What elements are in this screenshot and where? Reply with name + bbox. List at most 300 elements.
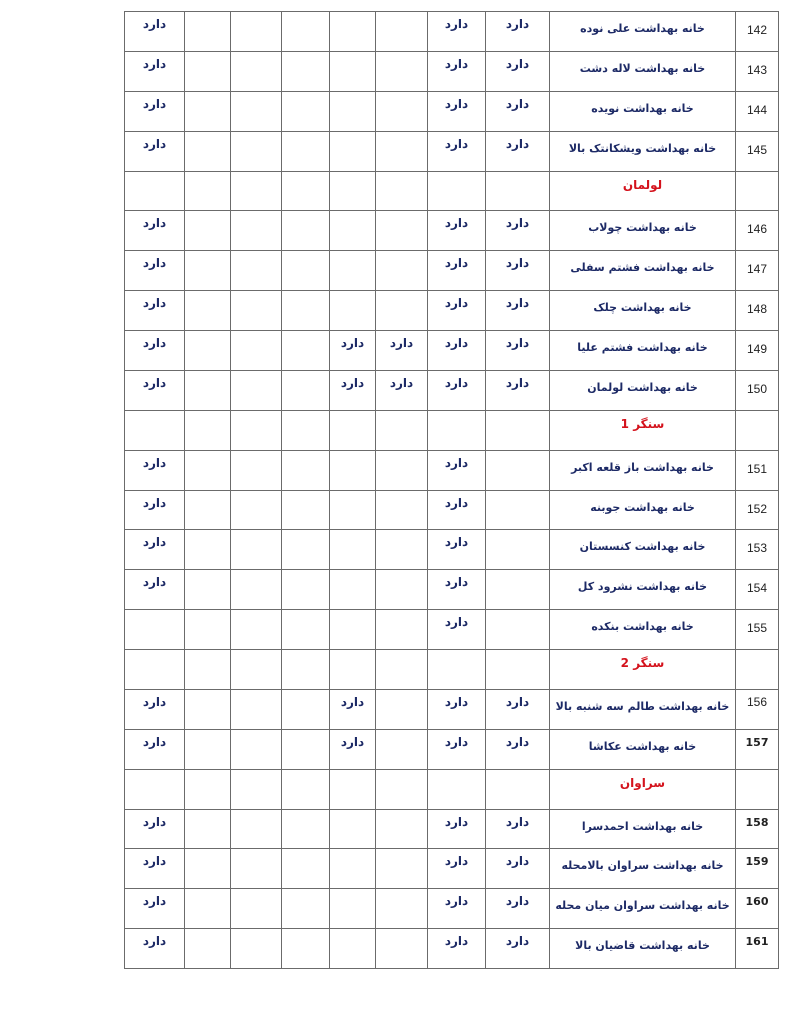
row-number-cell — [736, 929, 779, 969]
table-cell — [282, 490, 330, 530]
table-cell — [282, 769, 330, 809]
facility-name: خانه بهداشت جوبنه — [590, 500, 695, 514]
group-label: سراوان — [619, 775, 666, 790]
table-row — [125, 889, 779, 929]
table-cell — [231, 689, 282, 729]
table-cell — [486, 410, 550, 450]
table-cell — [185, 291, 231, 331]
facility-name: خانه بهداشت نشرود کل — [577, 580, 708, 594]
row-number-cell — [736, 131, 779, 171]
table-row — [125, 929, 779, 969]
table-row — [125, 131, 779, 171]
table-row — [125, 291, 779, 331]
table-cell — [125, 849, 185, 889]
table-cell — [282, 131, 330, 171]
group-header-row — [125, 650, 779, 690]
table-cell — [376, 530, 428, 570]
table-cell — [330, 171, 376, 211]
available-mark: دارد — [142, 17, 167, 31]
table-cell — [185, 769, 231, 809]
row-number: 160 — [745, 895, 769, 909]
available-mark: دارد — [444, 216, 469, 231]
available-mark: دارد — [444, 336, 469, 350]
table-cell — [428, 530, 486, 570]
available-mark: دارد — [142, 336, 167, 350]
table-cell — [282, 370, 330, 410]
table-cell — [125, 650, 185, 690]
available-mark: دارد — [142, 96, 167, 111]
available-mark: دارد — [142, 854, 167, 869]
table-cell — [282, 91, 330, 131]
table-cell — [428, 809, 486, 849]
row-number-cell — [736, 610, 779, 650]
table-cell — [330, 729, 376, 769]
available-mark: دارد — [444, 694, 469, 709]
table-cell — [376, 729, 428, 769]
facility-name-cell — [550, 51, 736, 91]
row-number-cell — [736, 251, 779, 291]
available-mark: دارد — [389, 336, 414, 350]
table-cell — [376, 769, 428, 809]
table-row — [125, 849, 779, 889]
table-cell — [185, 450, 231, 490]
available-mark: دارد — [142, 535, 167, 550]
table-cell — [376, 12, 428, 52]
facility-name: خانه بهداشت عکاشا — [588, 739, 697, 753]
table-cell — [486, 91, 550, 131]
table-cell — [282, 51, 330, 91]
row-number: 147 — [746, 262, 768, 277]
group-label: لولمان — [622, 177, 663, 192]
row-number: 149 — [746, 342, 768, 356]
available-mark: دارد — [444, 814, 469, 829]
table-cell — [231, 331, 282, 371]
row-number-cell — [736, 889, 779, 929]
table-cell — [282, 929, 330, 969]
table-cell — [428, 251, 486, 291]
table-body — [125, 12, 779, 969]
table-cell — [185, 610, 231, 650]
table-cell — [330, 769, 376, 809]
row-number-cell — [736, 291, 779, 331]
row-number: 142 — [746, 23, 768, 37]
available-mark: دارد — [142, 375, 167, 390]
table-cell — [486, 769, 550, 809]
table-row — [125, 51, 779, 91]
row-number-cell — [736, 530, 779, 570]
table-cell — [376, 51, 428, 91]
row-number-cell — [736, 729, 779, 769]
table-cell — [330, 211, 376, 251]
table-cell — [330, 370, 376, 410]
table-cell — [125, 530, 185, 570]
facility-name-cell — [550, 450, 736, 490]
table-cell — [185, 12, 231, 52]
row-number: 156 — [746, 694, 768, 709]
table-cell — [330, 530, 376, 570]
table-cell — [486, 131, 550, 171]
table-cell — [282, 889, 330, 929]
table-cell — [376, 91, 428, 131]
table-cell — [282, 12, 330, 52]
table-cell — [330, 610, 376, 650]
available-mark: دارد — [340, 734, 365, 749]
table-cell — [185, 650, 231, 690]
table-cell — [282, 291, 330, 331]
available-mark: دارد — [444, 575, 469, 590]
available-mark: دارد — [444, 535, 469, 550]
table-cell — [376, 650, 428, 690]
table-cell — [428, 570, 486, 610]
facility-name: خانه بهداشت قاضیان بالا — [575, 939, 710, 953]
table-cell — [486, 889, 550, 929]
table-cell — [125, 490, 185, 530]
table-cell — [376, 689, 428, 729]
row-number: 144 — [746, 102, 768, 117]
table-cell — [428, 849, 486, 889]
table-cell — [185, 490, 231, 530]
facility-name-cell — [550, 291, 736, 331]
table-cell — [282, 410, 330, 450]
available-mark: دارد — [142, 256, 167, 271]
table-cell — [185, 570, 231, 610]
facility-name-cell — [550, 610, 736, 650]
available-mark: دارد — [444, 56, 469, 71]
facility-name: خانه بهداشت چلک — [593, 301, 692, 315]
facility-name: خانه بهداشت سراوان بالامحله — [561, 859, 724, 873]
available-mark: دارد — [142, 734, 167, 749]
table-cell — [185, 251, 231, 291]
row-number: 159 — [745, 855, 769, 869]
table-cell — [125, 291, 185, 331]
table-cell — [185, 689, 231, 729]
table-cell — [330, 450, 376, 490]
facility-name: خانه بهداشت بنکده — [591, 620, 694, 634]
facility-name: خانه بهداشت علی نوده — [580, 22, 705, 35]
available-mark: دارد — [505, 934, 530, 949]
table-cell — [376, 291, 428, 331]
table-cell — [486, 849, 550, 889]
table-cell — [428, 450, 486, 490]
table-cell — [330, 490, 376, 530]
table-cell — [428, 291, 486, 331]
available-mark: دارد — [444, 934, 469, 949]
row-number-cell — [736, 490, 779, 530]
table-cell — [231, 610, 282, 650]
table-cell — [486, 291, 550, 331]
facility-name: خانه بهداشت لاله دشت — [579, 61, 706, 75]
table-cell — [376, 211, 428, 251]
facility-name: خانه بهداشت فشتم سفلی — [570, 261, 715, 275]
table-cell — [428, 370, 486, 410]
available-mark: دارد — [444, 854, 469, 869]
table-cell — [282, 689, 330, 729]
available-mark: دارد — [142, 495, 167, 510]
available-mark: دارد — [444, 615, 469, 630]
facility-name-cell — [550, 251, 736, 291]
facility-name-cell — [550, 809, 736, 849]
table-cell — [428, 211, 486, 251]
row-number: 151 — [746, 461, 768, 476]
available-mark: دارد — [444, 17, 469, 31]
table-cell — [376, 809, 428, 849]
table-cell — [231, 171, 282, 211]
table-cell — [376, 490, 428, 530]
table-cell — [125, 12, 185, 52]
available-mark: دارد — [142, 136, 167, 151]
table-cell — [231, 570, 282, 610]
table-cell — [231, 490, 282, 530]
table-cell — [330, 251, 376, 291]
row-number: 157 — [745, 735, 769, 749]
table-row — [125, 729, 779, 769]
table-cell — [376, 849, 428, 889]
table-cell — [125, 729, 185, 769]
row-number: 161 — [745, 935, 769, 949]
table-cell — [736, 769, 779, 809]
available-mark: دارد — [444, 136, 469, 151]
group-label-cell — [550, 650, 736, 690]
table-cell — [428, 331, 486, 371]
table-cell — [330, 291, 376, 331]
available-mark: دارد — [444, 375, 469, 390]
row-number: 150 — [746, 381, 768, 396]
table-cell — [486, 729, 550, 769]
available-mark: دارد — [142, 934, 167, 949]
facility-name-cell — [550, 729, 736, 769]
facility-name-cell — [550, 91, 736, 131]
table-cell — [486, 370, 550, 410]
table-cell — [231, 929, 282, 969]
table-cell — [486, 12, 550, 52]
available-mark: دارد — [505, 814, 530, 829]
table-row — [125, 689, 779, 729]
facility-name: خانه بهداشت طالم سه شنبه بالا — [555, 699, 730, 713]
available-mark: دارد — [142, 694, 167, 709]
available-mark: دارد — [142, 455, 167, 470]
table-row — [125, 331, 779, 371]
table-cell — [330, 331, 376, 371]
row-number: 146 — [746, 222, 768, 237]
available-mark: دارد — [505, 854, 530, 869]
table-cell — [231, 91, 282, 131]
available-mark: دارد — [505, 734, 530, 749]
row-number: 148 — [746, 302, 768, 317]
table-cell — [736, 171, 779, 211]
table-cell — [376, 929, 428, 969]
table-row — [125, 490, 779, 530]
table-cell — [486, 490, 550, 530]
table-cell — [231, 809, 282, 849]
table-cell — [282, 450, 330, 490]
available-mark: دارد — [142, 575, 167, 590]
table-cell — [376, 370, 428, 410]
table-cell — [231, 251, 282, 291]
table-cell — [486, 689, 550, 729]
row-number-cell — [736, 331, 779, 371]
table-row — [125, 91, 779, 131]
facility-name: خانه بهداشت کنسستان — [579, 540, 706, 554]
table-cell — [486, 450, 550, 490]
table-row — [125, 809, 779, 849]
available-mark: دارد — [505, 375, 530, 390]
available-mark: دارد — [505, 256, 530, 271]
facility-name-cell — [550, 570, 736, 610]
available-mark: دارد — [389, 375, 414, 390]
table-cell — [330, 689, 376, 729]
available-mark: دارد — [340, 375, 365, 390]
facility-name-cell — [550, 211, 736, 251]
table-cell — [428, 929, 486, 969]
row-number-cell — [736, 450, 779, 490]
table-cell — [282, 331, 330, 371]
available-mark: دارد — [444, 455, 469, 470]
table-cell — [428, 689, 486, 729]
table-cell — [486, 610, 550, 650]
available-mark: دارد — [340, 336, 365, 350]
group-label-cell — [550, 769, 736, 809]
available-mark: دارد — [505, 216, 530, 231]
facility-name: خانه بهداشت باز قلعه اکبر — [571, 460, 714, 474]
table-cell — [282, 610, 330, 650]
available-mark: دارد — [505, 56, 530, 71]
row-number: 155 — [746, 621, 768, 636]
available-mark: دارد — [505, 336, 530, 350]
row-number-cell — [736, 570, 779, 610]
table-cell — [125, 689, 185, 729]
available-mark: دارد — [505, 17, 530, 31]
table-cell — [125, 769, 185, 809]
table-cell — [231, 729, 282, 769]
table-cell — [125, 211, 185, 251]
table-cell — [330, 12, 376, 52]
table-cell — [376, 410, 428, 450]
table-cell — [428, 610, 486, 650]
facility-name-cell — [550, 331, 736, 371]
table-cell — [330, 929, 376, 969]
facility-name-cell — [550, 689, 736, 729]
table-cell — [376, 450, 428, 490]
available-mark: دارد — [340, 694, 365, 709]
table-cell — [185, 410, 231, 450]
table-cell — [376, 570, 428, 610]
table-cell — [282, 171, 330, 211]
available-mark: دارد — [505, 136, 530, 151]
available-mark: دارد — [142, 814, 167, 829]
table-cell — [185, 370, 231, 410]
table-row — [125, 530, 779, 570]
table-cell — [376, 610, 428, 650]
table-cell — [486, 809, 550, 849]
table-row — [125, 251, 779, 291]
table-cell — [231, 211, 282, 251]
table-cell — [486, 570, 550, 610]
available-mark: دارد — [444, 894, 469, 909]
table-cell — [231, 370, 282, 410]
row-number-cell — [736, 809, 779, 849]
table-cell — [231, 769, 282, 809]
table-cell — [486, 331, 550, 371]
table-cell — [231, 849, 282, 889]
table-cell — [486, 51, 550, 91]
row-number-cell — [736, 689, 779, 729]
table-cell — [428, 51, 486, 91]
available-mark: دارد — [444, 495, 469, 510]
table-cell — [185, 849, 231, 889]
group-header-row — [125, 171, 779, 211]
facility-name: خانه بهداشت فشتم علیا — [577, 341, 708, 354]
table-cell — [282, 211, 330, 251]
table-cell — [486, 530, 550, 570]
table-cell — [185, 889, 231, 929]
row-number-cell — [736, 849, 779, 889]
facility-name-cell — [550, 131, 736, 171]
row-number: 153 — [746, 541, 768, 556]
table-cell — [486, 929, 550, 969]
facility-name-cell — [550, 849, 736, 889]
table-cell — [231, 291, 282, 331]
facility-name-cell — [550, 370, 736, 410]
facility-name-cell — [550, 889, 736, 929]
table-cell — [231, 650, 282, 690]
table-cell — [736, 410, 779, 450]
table-cell — [282, 530, 330, 570]
table-cell — [330, 849, 376, 889]
table-row — [125, 12, 779, 52]
table-cell — [330, 650, 376, 690]
table-cell — [125, 251, 185, 291]
table-cell — [185, 530, 231, 570]
available-mark: دارد — [142, 894, 167, 909]
table-cell — [428, 171, 486, 211]
table-cell — [282, 849, 330, 889]
table-cell — [376, 251, 428, 291]
table-row — [125, 211, 779, 251]
table-cell — [125, 51, 185, 91]
table-cell — [125, 171, 185, 211]
table-cell — [486, 211, 550, 251]
facility-name-cell — [550, 490, 736, 530]
table-row — [125, 570, 779, 610]
available-mark: دارد — [142, 296, 167, 311]
table-cell — [185, 131, 231, 171]
table-cell — [125, 610, 185, 650]
table-cell — [428, 91, 486, 131]
table-cell — [185, 929, 231, 969]
table-cell — [330, 570, 376, 610]
table-cell — [330, 809, 376, 849]
table-cell — [125, 570, 185, 610]
table-cell — [330, 51, 376, 91]
table-cell — [125, 889, 185, 929]
group-label: سنگر 1 — [620, 416, 665, 431]
row-number: 152 — [746, 501, 768, 516]
table-cell — [185, 729, 231, 769]
facility-name: خانه بهداشت احمدسرا — [581, 819, 704, 833]
table-cell — [428, 729, 486, 769]
table-cell — [282, 251, 330, 291]
table-cell — [185, 809, 231, 849]
table-cell — [428, 889, 486, 929]
table-cell — [125, 370, 185, 410]
facility-name: خانه بهداشت لولمان — [587, 380, 698, 394]
health-house-table — [124, 11, 779, 969]
available-mark: دارد — [505, 96, 530, 111]
table-cell — [185, 91, 231, 131]
table-cell — [231, 12, 282, 52]
table-cell — [486, 251, 550, 291]
table-cell — [125, 91, 185, 131]
